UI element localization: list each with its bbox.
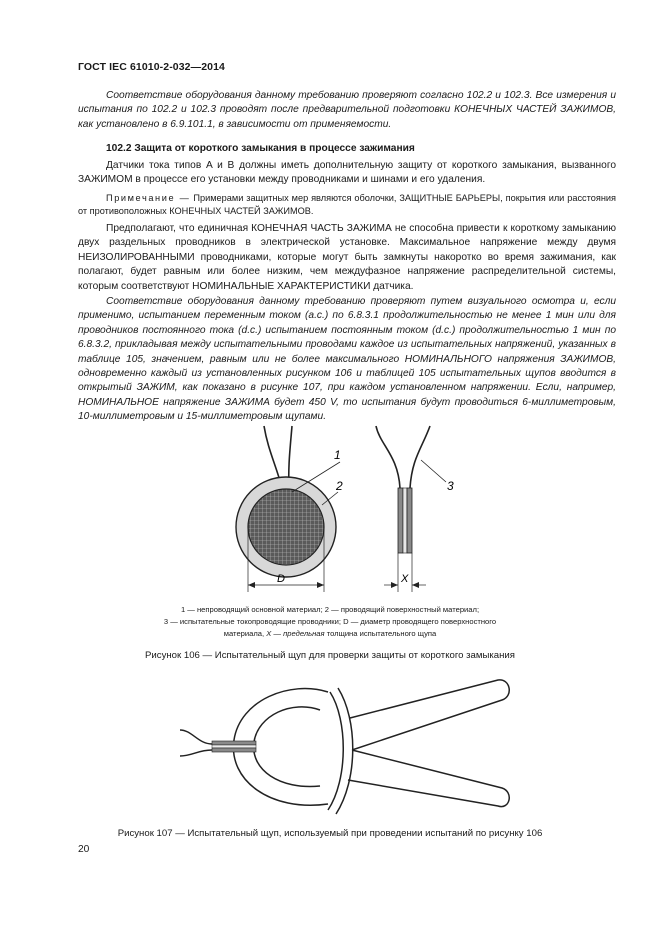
hand-guard-left [328,692,343,810]
legend-line-1: 1 — непроводящий основной материал; 2 — проводящий поверхностный материал; [180,605,480,614]
figure-107-drawing [180,670,520,820]
side-lead-right [410,426,430,488]
paragraph-short-circuit-protection: Датчики тока типов A и B должны иметь дополнительную защиту от короткого замыкания, вызванного ЗАЖИМОМ в процессе его установки между проводниками и шинами и его удаления. [78,160,616,186]
paragraph-compliance-test: Соответствие оборудования данному требованию проверяют путем визуального осмотра и, если применимо, испытанием переменным током (а.с.) по 6.8.3.1 продолжительностью не менее 1 мин или для проводников постоянного тока (d.c.) испытанием постоянным током (d.c.) продолжительностью 1 мин по 6.8.3.2, прикладывая между испытательными проводами каждое из испытательных напряжений, указанных в таблице 105, значением, равным или не более максимального НОМИНАЛЬНОГО напряжения ЗАЖИМОВ, одновременно каждый из установленных рисунком 106 и таблицей 105 испытательных щупов вводится в открытый ЗАЖИМ, как показано в рисунке 107, при каждом установленном напряжении. Если, например, НОМИНАЛЬНОЕ напряжение ЗАЖИМА будет 450 V, то испытания будут проводиться 6-миллиметровым, 10-миллиметровым и 15-миллиметровым щупами. [78,296,616,423]
clamp-handle-lower [348,750,509,807]
probe-base [212,745,256,748]
legend-line-3c: толщина испытательного щупа [324,629,437,638]
figure-106-drawing [210,420,480,600]
hand-guard-right [336,688,353,814]
label-3: 3 [447,479,454,493]
legend-line-3 [120,628,540,640]
probe-lead-lower [180,750,212,756]
note-text: Примерами защитных мер являются оболочки, ЗАЩИТНЫЕ БАРЬЕРЫ, покрытия или расстояния от противоположных КОНЕЧНЫХ ЧАСТЕЙ ЗАЖИМОВ. [78,193,617,216]
legend-line-3b: X — предельная [266,629,325,638]
figure-106-caption: Рисунок 106 — Испытательный щуп для проверки защиты от короткого замыкания [145,650,515,661]
dimension-d-label: D [277,573,285,585]
side-conductor-right [407,488,412,553]
paragraph-assumption: Предполагают, что единичная КОНЕЧНАЯ ЧАСТЬ ЗАЖИМА не способна привести к короткому замыканию двух раздельных проводников в электрической установке. Максимальное напряжение между двумя НЕИЗОЛИРОВАННЫМИ проводниками, которые могут быть замкнуты накоротко во время зажимания, как полагают, будет равным или более низким, чем междуфазное напряжение распределительной системы, которым соответствуют НОМИНАЛЬНЫЕ ХАРАКТЕРИСТИКИ датчика. [78,223,616,292]
paragraph-compliance-intro: Соответствие оборудования данному требованию проверяют согласно 102.2 и 102.3. Все измерения и испытания по 102.2 и 102.3 проводят после предварительной подготовки КОНЕЧНЫХ ЧАСТЕЙ ЗАЖИМОВ, как установлено в 6.9.101.1, в зависимости от применяемости. [78,90,616,130]
conductive-surface [248,489,324,565]
side-lead-left [376,426,400,488]
legend-line-2: 3 — испытательные токопроводящие проводники; D — диаметр проводящего поверхностного [163,617,497,626]
document-header: ГОСТ IEC 61010-2-032—2014 [78,61,225,73]
page-number: 20 [78,844,90,855]
note-label: Примечание — [106,193,191,203]
label-1: 1 [334,448,341,462]
probe-conductor-lower [212,748,256,752]
figure-106-legend [120,604,540,640]
label-2: 2 [336,479,343,493]
side-base [403,488,407,553]
probe-lead-upper [180,730,212,744]
section-heading: 102.2 Защита от короткого замыкания в процессе зажимания [106,143,415,154]
probe-conductor-upper [212,741,256,745]
side-conductor-left [398,488,403,553]
clamp-jaw-inner [254,707,320,787]
legend-line-3a: материала, [223,629,267,638]
clamp-handle-upper [350,680,509,750]
figure-107-caption: Рисунок 107 — Испытательный щуп, используемый при проведении испытаний по рисунку 106 [117,828,543,839]
dimension-x-label: X [401,573,409,585]
note [78,192,616,218]
